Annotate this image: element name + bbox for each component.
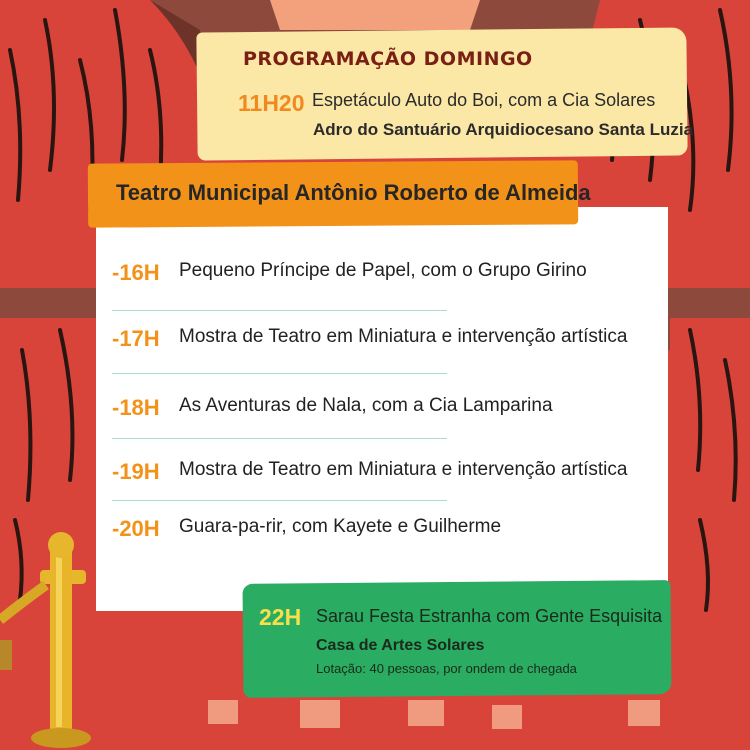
schedule-desc-17h: Mostra de Teatro em Miniatura e intervenção artística: [179, 326, 628, 347]
schedule-time-16h: -16H: [112, 260, 160, 285]
schedule-divider: [112, 500, 447, 501]
schedule-time-17h: -17H: [112, 326, 160, 351]
evening-time: 22H: [259, 604, 302, 630]
venue-title: Teatro Municipal Antônio Roberto de Almeida: [116, 180, 591, 205]
schedule-divider: [112, 373, 447, 374]
header-place: Adro do Santuário Arquidiocesano Santa Luzia: [313, 120, 694, 139]
header-event: Espetáculo Auto do Boi, com a Cia Solares: [312, 90, 656, 110]
program-title: PROGRAMAÇÃO DOMINGO: [243, 48, 533, 70]
schedule-time-19h: -19H: [112, 459, 160, 484]
schedule-divider: [112, 438, 447, 439]
schedule-desc-20h: Guara-pa-rir, com Kayete e Guilherme: [179, 516, 502, 537]
evening-place: Casa de Artes Solares: [316, 637, 485, 654]
schedule-divider: [112, 310, 447, 311]
evening-event: Sarau Festa Estranha com Gente Esquisita: [316, 606, 663, 626]
schedule-desc-18h: As Aventuras de Nala, com a Cia Lamparina: [179, 395, 553, 416]
schedule-time-18h: -18H: [112, 395, 160, 420]
schedule-time-20h: -20H: [112, 516, 160, 541]
schedule-desc-19h: Mostra de Teatro em Miniatura e intervenção artística: [179, 459, 628, 480]
header-time: 11H20: [238, 90, 305, 116]
schedule-desc-16h: Pequeno Príncipe de Papel, com o Grupo Girino: [179, 260, 587, 281]
evening-note: Lotação: 40 pessoas, por ondem de chegada: [316, 661, 577, 676]
